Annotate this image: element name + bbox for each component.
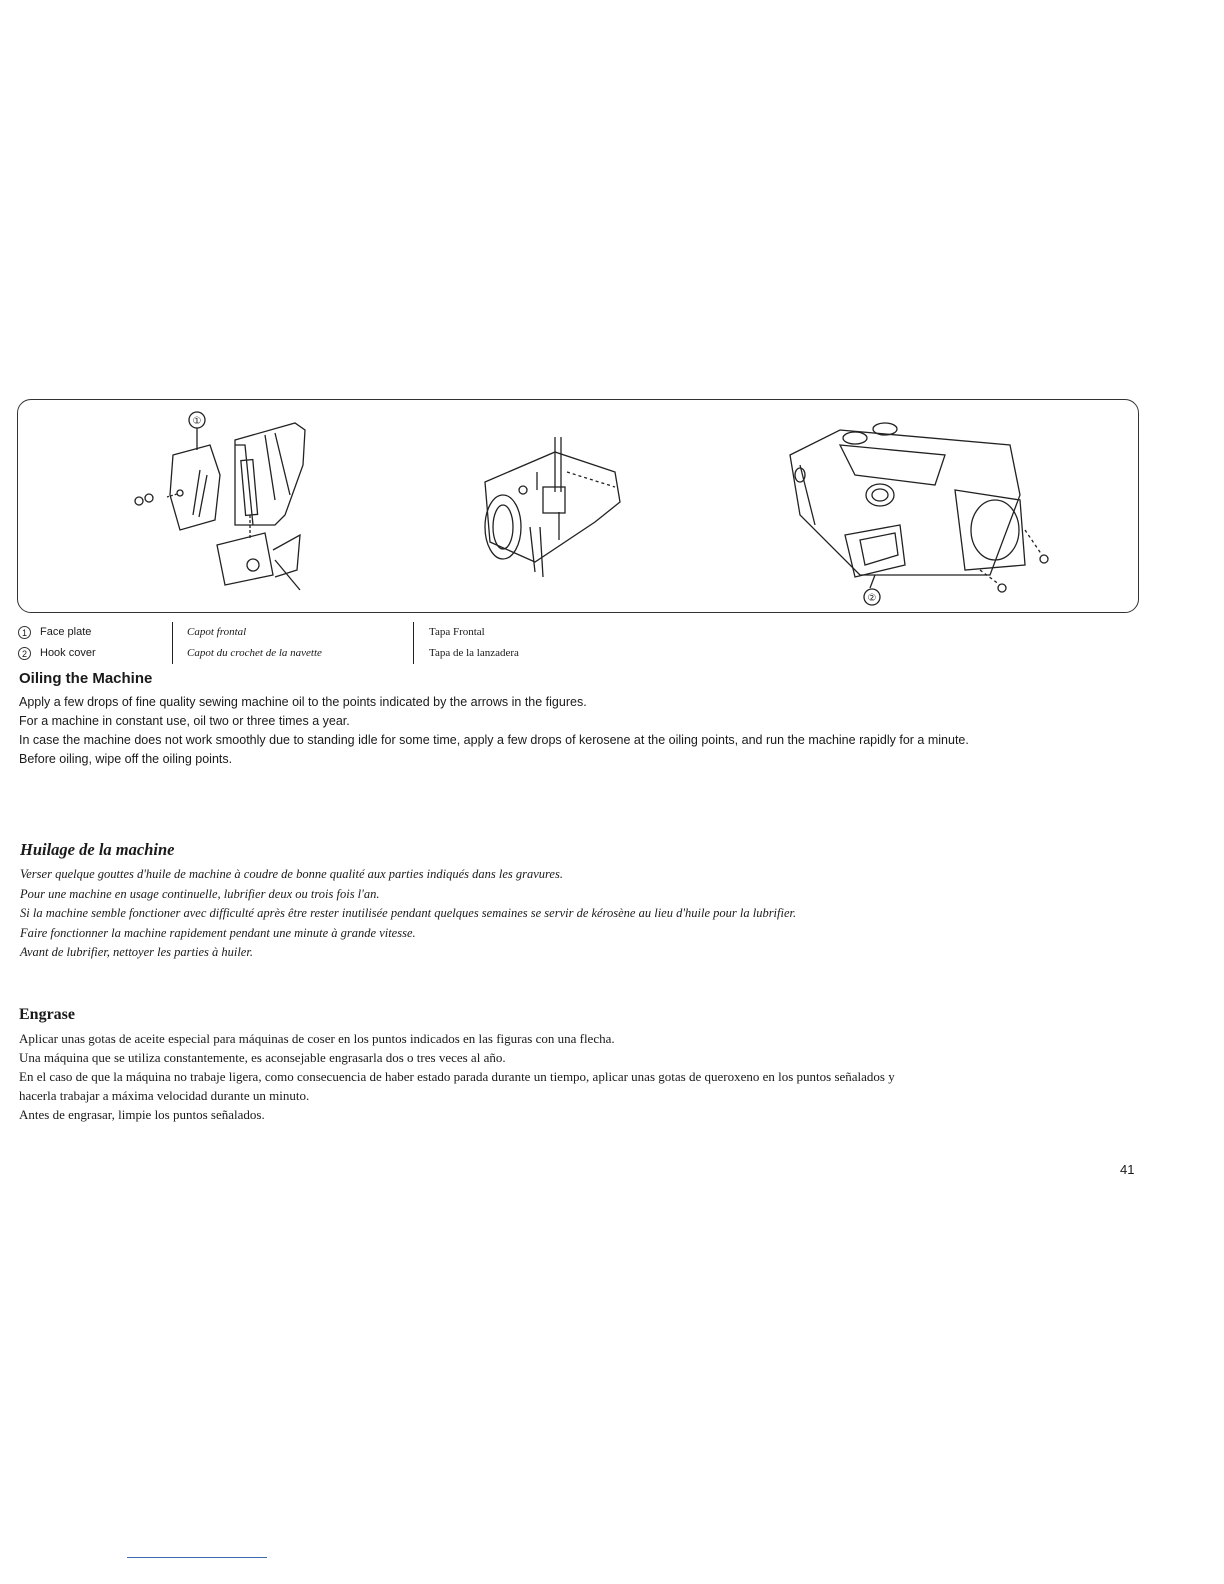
screw-shape [135,497,143,505]
face-plate-shape [170,445,220,530]
legend-label: Hook cover [40,647,96,659]
needle-area-illustration [475,432,635,582]
legend-label: Tapa de la lanzadera [429,647,519,659]
face-plate-illustration [125,405,325,600]
footer-rule [127,1557,267,1558]
section-spanish [19,1006,1149,1124]
section-heading: Engrase [19,1006,75,1023]
legend-item [18,643,96,664]
figure-needle-area [475,432,635,582]
paragraph-line: Antes de engrasar, limpie los puntos señalados. [19,1107,265,1122]
legend-label: Face plate [40,626,92,638]
paragraph-line: Apply a few drops of fine quality sewing machine oil to the points indicated by the arrows in the figures. [19,695,587,709]
paragraph-line: Faire fonctionner la machine rapidement pendant une minute à grande vitesse. [20,925,416,940]
legend-label: Capot frontal [187,626,247,638]
bobbin-shape [866,484,894,506]
callout-2-label: ② [867,593,877,604]
legend-item [18,622,96,643]
hook-cover-illustration [780,405,1055,610]
paragraph-line: En el caso de que la máquina no trabaje ligera, como consecuencia de haber estado parada durante un tiempo, aplicar unas gotas de queroxeno en los puntos señalados y [19,1069,895,1084]
paragraph-line: Aplicar unas gotas de aceite especial para máquinas de coser en los puntos indicados en las figuras con una flecha. [19,1031,615,1046]
paragraph-line: Before oiling, wipe off the oiling points. [19,752,233,766]
paragraph-line: Verser quelque gouttes d'huile de machine à coudre de bonne qualité aux parties indiqués dans les gravures. [20,867,563,881]
figure-hook-cover-removal [780,405,1055,610]
section-english [19,670,1149,769]
figure-face-plate-removal [125,405,325,600]
page-number: 41 [1120,1162,1135,1177]
legend-label: Tapa Frontal [429,626,485,638]
paragraph-line: For a machine in constant use, oil two or three times a year. [19,714,350,728]
callout-1-label: ① [192,416,202,427]
paragraph-line: Una máquina que se utiliza constantemente, es aconsejable engrasarla dos o tres veces al año. [19,1050,506,1065]
legend-english [18,622,96,664]
legend-number: 1 [18,626,31,639]
section-heading: Huilage de la machine [20,840,175,859]
legend-spanish [413,622,519,664]
legend-french [172,622,322,664]
paragraph-line: Avant de lubrifier, nettoyer les parties à huiler. [20,945,253,959]
section-french [20,840,1150,963]
paragraph-line: hacerla trabajar a máxima velocidad durante un minuto. [19,1088,310,1103]
paragraph-line: In case the machine does not work smoothly due to standing idle for some time, apply a few drops of kerosene at the oiling points, and run the machine rapidly for a minute. [19,733,969,747]
legend-number: 2 [18,647,31,660]
paragraph-line: Pour une machine en usage continuelle, lubrifier deux ou trois fois l'an. [20,886,380,901]
paragraph-line: Si la machine semble fonctioner avec difficulté après être rester inutilisée pendant quelques semaines se servir de kérosène au lieu d'huile pour la lubrifier. [20,906,797,920]
hook-cover-plate-shape [955,490,1025,570]
legend-label: Capot du crochet de la navette [187,647,322,659]
section-heading: Oiling the Machine [19,670,153,687]
hook-cover-shape [217,533,273,585]
